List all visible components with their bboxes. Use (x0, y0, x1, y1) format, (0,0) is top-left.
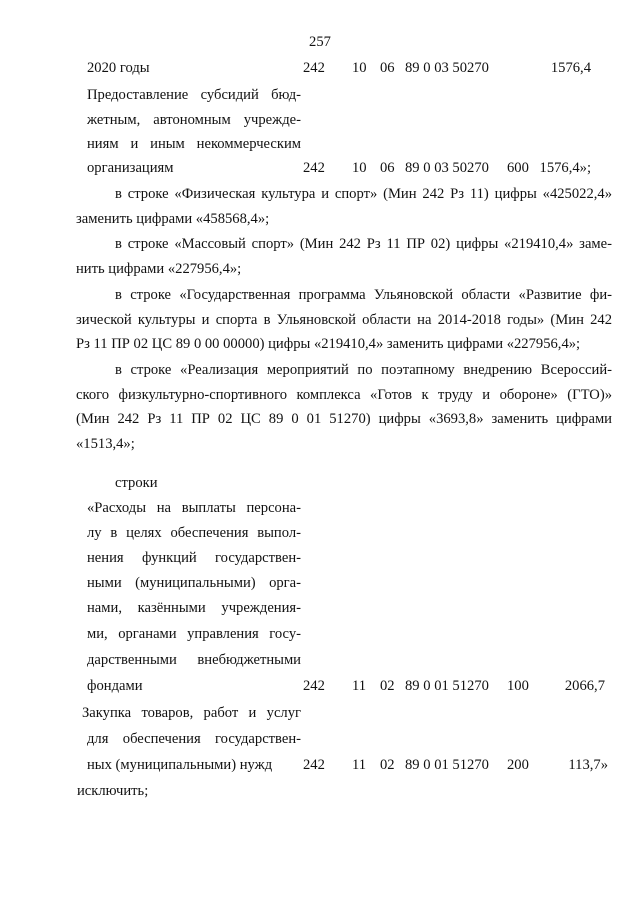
paragraph (76, 358, 612, 456)
row-text: Предоставление субсидий бюд- (87, 87, 301, 103)
vr-code: 100 (507, 678, 529, 694)
row-text: организациям (87, 160, 174, 176)
row-text: нения функций государствен- (87, 550, 301, 566)
pr-code: 06 (380, 60, 395, 76)
table-row (0, 60, 640, 80)
rz-code: 10 (352, 60, 367, 76)
paragraph-line: нить цифрами «227956,4»; (76, 260, 242, 277)
row-text: ми, органами управления госу- (87, 626, 301, 642)
paragraph-line: ского физкультурно-спортивного комплекса «Готов к труду и обороне» (ГТО)» (76, 386, 612, 403)
cs-code: 89 0 01 51270 (405, 678, 489, 694)
sum-value: 1576,4 (550, 60, 591, 76)
cs-code: 89 0 03 50270 (405, 60, 489, 76)
vr-code: 600 (507, 160, 529, 176)
row-text: 2020 годы (87, 60, 150, 76)
rz-code: 10 (352, 160, 367, 176)
cs-code: 89 0 03 50270 (405, 160, 489, 176)
sum-value: 113,7» (568, 757, 608, 773)
min-code: 242 (303, 60, 325, 76)
table-row (0, 705, 640, 725)
row-text: жетным, автономным учрежде- (87, 112, 301, 128)
paragraph-line: заменить цифрами «458568,4»; (76, 210, 270, 227)
table-row (0, 731, 640, 751)
table-row (0, 550, 640, 570)
table-row (0, 525, 640, 545)
paragraph-line: Рз 11 ПР 02 ЦС 89 0 00 00000) цифры «219410,4» заменить цифрами «227956,4»; (76, 336, 581, 352)
table-row (0, 575, 640, 595)
exclude-label: исключить; (77, 783, 149, 799)
row-text: ных (муниципальными) нужд (87, 757, 273, 773)
paragraph-line: «1513,4»; (76, 435, 135, 452)
paragraph-line: зической культуры и спорта в Ульяновской области на 2014-2018 годы» (Мин 242 (76, 311, 612, 328)
table-row (0, 112, 640, 132)
pr-code: 02 (380, 678, 395, 694)
rz-code: 11 (352, 678, 367, 694)
page-number: 257 (309, 34, 331, 50)
sum-value: 2066,7 (564, 678, 605, 694)
paragraph-line: в строке «Государственная программа Ульяновской области «Развитие фи- (115, 287, 612, 303)
paragraph (76, 232, 612, 281)
table-row (0, 500, 640, 520)
table-row (0, 652, 640, 672)
rows-label: строки (115, 475, 158, 491)
pr-code: 06 (380, 160, 395, 176)
row-text: «Расходы на выплаты персона- (87, 500, 301, 516)
min-code: 242 (303, 757, 325, 773)
table-row (0, 678, 640, 698)
min-code: 242 (303, 678, 325, 694)
rz-code: 11 (352, 757, 367, 773)
pr-code: 02 (380, 757, 395, 773)
paragraph-line: в строке «Массовый спорт» (Мин 242 Рз 11 ПР 02) цифры «219410,4» заме- (115, 236, 612, 252)
paragraph-line: в строке «Физическая культура и спорт» (Мин 242 Рз 11) цифры «425022,4» (115, 186, 612, 202)
paragraph-line: (Мин 242 Рз 11 ПР 02 ЦС 89 0 01 51270) цифры «3693,8» заменить цифрами (76, 411, 612, 427)
paragraph (76, 182, 612, 231)
row-text: дарственными внебюджетными (87, 652, 301, 668)
table-row (0, 626, 640, 646)
table-row (0, 757, 640, 777)
table-row (0, 87, 640, 107)
table-row (0, 160, 640, 180)
cs-code: 89 0 01 51270 (405, 757, 489, 773)
min-code: 242 (303, 160, 325, 176)
row-text: Закупка товаров, работ и услуг (82, 705, 301, 721)
table-row (0, 600, 640, 620)
sum-value: 1576,4»; (539, 160, 591, 176)
row-text: фондами (87, 678, 143, 694)
row-text: для обеспечения государствен- (87, 731, 301, 747)
paragraph-line: в строке «Реализация мероприятий по поэтапному внедрению Всероссий- (115, 362, 612, 378)
table-row (0, 136, 640, 156)
vr-code: 200 (507, 757, 529, 773)
row-text: нами, казёнными учреждения- (87, 600, 301, 616)
row-text: ниям и иным некоммерческим (87, 136, 301, 152)
row-text: ными (муниципальными) орга- (87, 575, 301, 591)
row-text: лу в целях обеспечения выпол- (87, 525, 301, 541)
paragraph (76, 283, 612, 357)
